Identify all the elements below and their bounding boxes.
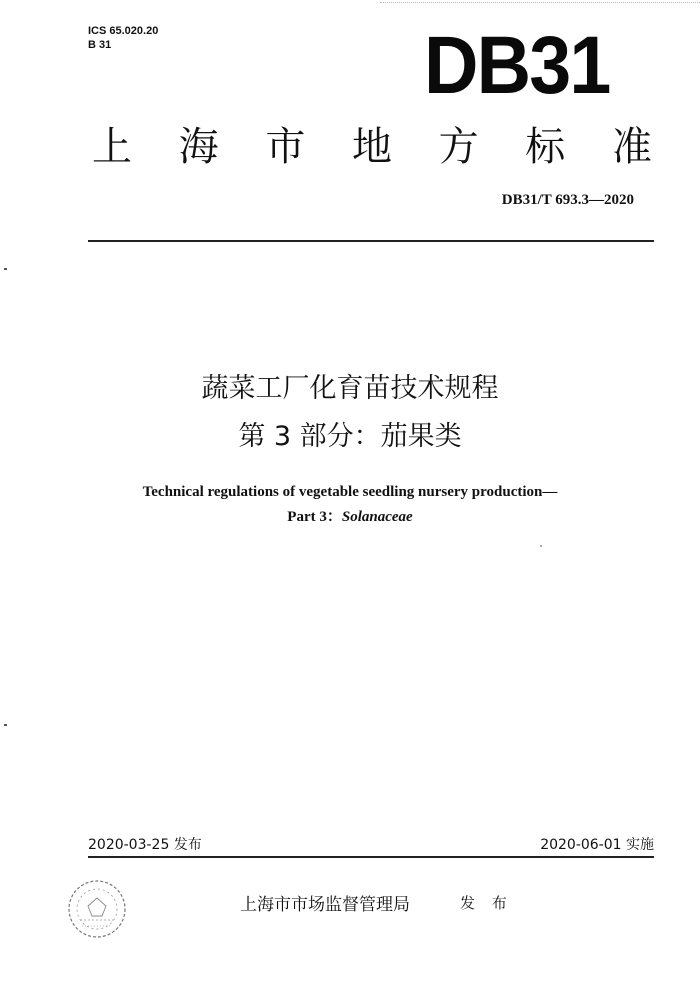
standard-number: DB31/T 693.3—2020 bbox=[501, 192, 634, 208]
implementation-date: 2020-06-01 实施 bbox=[540, 837, 654, 853]
scan-speck bbox=[540, 545, 542, 547]
standard-type-title bbox=[92, 122, 652, 172]
classification-codes bbox=[88, 24, 158, 52]
ics-code: ICS 65.020.20 bbox=[88, 25, 159, 37]
issue-date: 2020-03-25 发布 bbox=[88, 837, 202, 853]
title-english-line1: Technical regulations of vegetable seedling nursery production— bbox=[142, 484, 558, 500]
footer-divider bbox=[88, 856, 654, 858]
title-chinese-line2: 第 3 部分：茄果类 bbox=[238, 421, 462, 452]
standard-type-char: 地 bbox=[351, 124, 392, 170]
scan-speck bbox=[4, 724, 7, 726]
official-seal-icon bbox=[64, 876, 130, 942]
title-english-line2 bbox=[0, 507, 700, 527]
standard-type-char: 方 bbox=[438, 124, 479, 170]
issuing-authority: 上海市市场监督管理局 bbox=[240, 895, 410, 915]
title-chinese-line1: 蔬菜工厂化育苗技术规程 bbox=[201, 373, 499, 404]
db31-logo: DB31 bbox=[424, 20, 610, 111]
title-english-family: Solanaceae bbox=[341, 509, 413, 525]
standard-type-char: 海 bbox=[178, 124, 219, 170]
scan-speck bbox=[4, 268, 7, 270]
header-divider bbox=[88, 240, 654, 242]
standard-type-char: 市 bbox=[265, 124, 306, 170]
title-english-part: Part 3： bbox=[287, 509, 342, 525]
standard-type-char: 准 bbox=[611, 124, 652, 170]
standard-type-char: 标 bbox=[525, 124, 566, 170]
issue-label: 发 布 bbox=[460, 894, 513, 912]
top-edge-dots bbox=[380, 2, 700, 3]
standard-type-char: 上 bbox=[92, 124, 132, 170]
ccs-code: B 31 bbox=[88, 39, 112, 51]
